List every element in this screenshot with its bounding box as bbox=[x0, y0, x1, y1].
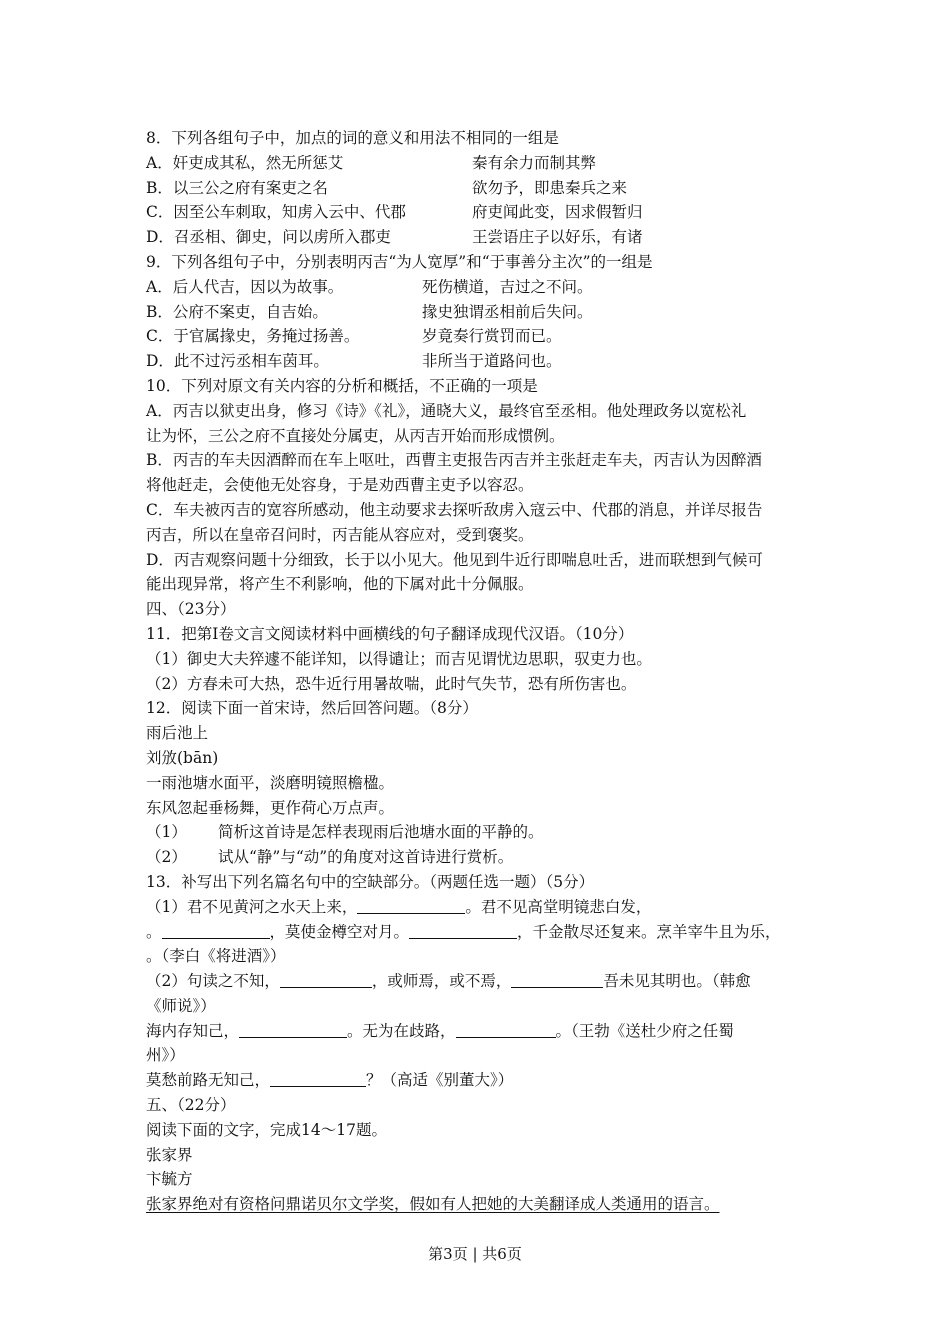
q12-stem: 12．阅读下面一首宋诗，然后回答问题。（8分） bbox=[146, 699, 478, 718]
q8-option-right: 秦有余力而制其弊 bbox=[472, 153, 597, 172]
q10-stem: 10．下列对原文有关内容的分析和概括，不正确的一项是 bbox=[146, 376, 538, 395]
page-content bbox=[146, 126, 816, 1217]
q12-sub-text: 试从“静”与“动”的角度对这首诗进行赏析。 bbox=[218, 848, 514, 867]
q10-line: D．丙吉观察问题十分细致，长于以小见大。他见到牛近行即喘息吐舌，进而联想到气候可 bbox=[146, 550, 763, 569]
q12-sub-num: （1） bbox=[146, 823, 187, 842]
section-4-title: 四、（23分） bbox=[146, 600, 236, 619]
article-title: 张家界 bbox=[146, 1145, 193, 1164]
page-footer: 第3页 | 共6页 bbox=[428, 1245, 522, 1263]
q8-option-left: D．召丞相、御史，问以虏所入郡吏 bbox=[146, 228, 391, 247]
q13-line: 《师说》） bbox=[146, 996, 216, 1015]
q9-stem: 9．下列各组句子中，分别表明丙吉“为人宽厚”和“于事善分主次”的一组是 bbox=[146, 252, 653, 271]
q9-option bbox=[146, 349, 816, 374]
q8-option-left: A．奸吏成其私，然无所惩艾 bbox=[146, 153, 344, 172]
q9-option-left: D．此不过污丞相车茵耳。 bbox=[146, 352, 329, 371]
q9-option bbox=[146, 275, 816, 300]
q10-line: 让为怀，三公之府不直接处分属吏，从丙吉开始而形成惯例。 bbox=[146, 426, 565, 445]
fill-blank[interactable] bbox=[280, 971, 372, 988]
q10-line: 将他赶走，会使他无处容身，于是劝西曹主吏予以容忍。 bbox=[146, 476, 534, 495]
fill-blank[interactable] bbox=[239, 1021, 347, 1038]
poem-line: 一雨池塘水面平，淡磨明镜照檐楹。 bbox=[146, 773, 395, 792]
q8-option bbox=[146, 176, 816, 201]
q9-option-left: C．于官属掾史，务掩过扬善。 bbox=[146, 327, 360, 346]
q8-option-left: C．因至公车刺取，知虏入云中、代郡 bbox=[146, 203, 406, 222]
q13-line bbox=[146, 969, 816, 994]
q10-line: 丙吉，所以在皇帝召问时，丙吉能从容应对，受到褒奖。 bbox=[146, 525, 534, 544]
q13-line bbox=[146, 895, 816, 920]
q10-line: 能出现异常，将产生不利影响，他的下属对此十分佩服。 bbox=[146, 575, 534, 594]
q9-option-right: 掾史独谓丞相前后失问。 bbox=[422, 302, 593, 321]
q12-sub-num: （2） bbox=[146, 848, 187, 867]
q13-text: 吾未见其明也。（韩愈 bbox=[603, 972, 751, 991]
q13-text: ？（高适《别董大》） bbox=[366, 1071, 514, 1090]
q12-sub-text: 简析这首诗是怎样表现雨后池塘水面的平静的。 bbox=[218, 823, 544, 842]
q13-line: 州》） bbox=[146, 1046, 185, 1065]
q8-option-left: B．以三公之府有案吏之名 bbox=[146, 178, 328, 197]
q10-line: A．丙吉以狱吏出身，修习《诗》《礼》，通晓大义，最终官至丞相。他处理政务以宽松礼 bbox=[146, 401, 747, 420]
fill-blank[interactable] bbox=[409, 922, 517, 939]
fill-blank[interactable] bbox=[357, 897, 465, 914]
q11-item: （1）御史大夫猝遽不能详知，以得谴让；而吉见谓忧边思职，驭吏力也。 bbox=[146, 649, 652, 668]
q13-line bbox=[146, 1068, 816, 1093]
q9-option-left: A．后人代吉，因以为故事。 bbox=[146, 277, 344, 296]
q11-stem: 11．把第Ⅰ卷文言文阅读材料中画横线的句子翻译成现代汉语。（10分） bbox=[146, 624, 634, 643]
q13-text: ，莫使金樽空对月。 bbox=[269, 922, 410, 941]
q13-text: ，千金散尽还复来。烹羊宰牛且为乐， bbox=[517, 922, 781, 941]
q9-option-right: 死伤横道，吉过之不问。 bbox=[422, 277, 593, 296]
q13-text: 。 bbox=[146, 922, 162, 941]
q9-option-right: 非所当于道路问也。 bbox=[422, 352, 562, 371]
poem-author: 刘攽(bān) bbox=[146, 748, 219, 767]
fill-blank[interactable] bbox=[270, 1070, 366, 1087]
q13-line: 。（李白《将进酒》） bbox=[146, 947, 286, 966]
q13-text: （1）君不见黄河之水天上来， bbox=[146, 897, 358, 916]
q8-option bbox=[146, 151, 816, 176]
q13-text: ，或师焉，或不焉， bbox=[371, 972, 512, 991]
poem-line: 东风忽起垂杨舞，更作荷心万点声。 bbox=[146, 798, 395, 817]
fill-blank[interactable] bbox=[456, 1021, 556, 1038]
q8-option bbox=[146, 225, 816, 250]
section-5-title: 五、（22分） bbox=[146, 1096, 236, 1115]
q11-item: （2）方春未可大热，恐牛近行用暑故喘，此时气失节，恐有所伤害也。 bbox=[146, 674, 637, 693]
article-first-line: 张家界绝对有资格问鼎诺贝尔文学奖，假如有人把她的大美翻译成人类通用的语言。 bbox=[146, 1195, 720, 1214]
q9-option bbox=[146, 300, 816, 325]
reading-intro: 阅读下面的文字，完成14～17题。 bbox=[146, 1120, 387, 1139]
q13-stem: 13．补写出下列名篇名句中的空缺部分。（两题任选一题）（5分） bbox=[146, 872, 595, 891]
fill-blank[interactable] bbox=[162, 922, 270, 939]
q8-option-right: 府吏闻此变，因求假暂归 bbox=[472, 203, 643, 222]
q9-option-right: 岁竟奏行赏罚而已。 bbox=[422, 327, 562, 346]
q13-text: 。君不见高堂明镜悲白发， bbox=[465, 897, 652, 916]
q8-stem: 8．下列各组句子中，加点的词的意义和用法不相同的一组是 bbox=[146, 129, 559, 147]
q10-line: C．车夫被丙吉的宽容所感动，他主动要求去探听敌虏入寇云中、代郡的消息，并详尽报告 bbox=[146, 500, 763, 519]
fill-blank[interactable] bbox=[511, 971, 603, 988]
q9-option-left: B．公府不案吏，自吉始。 bbox=[146, 302, 328, 321]
q13-text: 海内存知己， bbox=[146, 1021, 240, 1040]
q8-option-right: 王尝语庄子以好乐，有诸 bbox=[472, 228, 643, 247]
q13-line bbox=[146, 1019, 816, 1044]
q12-subquestion bbox=[146, 820, 816, 845]
q10-line: B．丙吉的车夫因酒醉而在车上呕吐，西曹主吏报告丙吉并主张赶走车夫，丙吉认为因醉酒 bbox=[146, 451, 762, 470]
poem-title: 雨后池上 bbox=[146, 724, 209, 743]
q13-text: 。无为在歧路， bbox=[347, 1021, 456, 1040]
q13-text: （2）句读之不知， bbox=[146, 972, 280, 991]
q12-subquestion bbox=[146, 845, 816, 870]
article-author: 卞毓方 bbox=[146, 1170, 193, 1189]
q13-text: 。（王勃《送杜少府之任蜀 bbox=[555, 1021, 734, 1040]
q8-option bbox=[146, 200, 816, 225]
q13-line bbox=[146, 920, 816, 945]
q9-option bbox=[146, 324, 816, 349]
q13-text: 莫愁前路无知己， bbox=[146, 1071, 271, 1090]
q8-option-right: 欲勿予，即患秦兵之来 bbox=[472, 178, 628, 197]
